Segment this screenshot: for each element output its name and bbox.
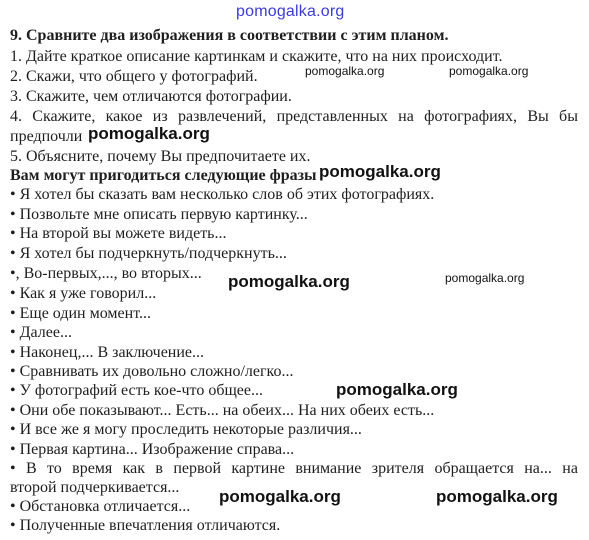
word: развлечений, [177,108,267,125]
phrase-item: • Далее... [10,324,72,341]
phrase-item-long-line-2: второй подчеркивается... [10,479,180,496]
watermark-small-3: pomogalka.org [445,271,525,285]
word: как [122,460,146,477]
watermark-header: pomogalka.org [236,3,345,20]
phrase-item: • И все же я могу проследить некоторые различия... [10,421,362,438]
phrase-item: • Я хотел бы подчеркнуть/подчеркнуть... [10,245,287,262]
word: • [10,460,16,477]
word: картине [231,460,285,477]
phrase-item: • Они обе показывают... Есть... на обеих... На них обеих есть... [10,402,435,419]
phrase-item: • Наконец,... В заключение... [10,344,205,361]
word: время [72,460,113,477]
phrases-heading: Вам могут пригодиться следующие фразы [10,167,317,184]
phrase-item: • На второй вы можете видеть... [10,225,227,242]
word: первой [173,460,221,477]
word: то [47,460,62,477]
watermark-big-5: pomogalka.org [219,487,341,506]
phrase-item: • Обстановка отличается... [10,498,191,515]
watermark-big-4: pomogalka.org [336,380,458,399]
task-item-4-line-2: предпочли [10,128,83,145]
phrase-item: • Еще один момент... [10,305,151,322]
word: какое [105,108,143,125]
word: внимание [295,460,362,477]
phrase-item: •, Во-первых,..., во вторых... [10,265,202,282]
word: из [152,108,168,125]
word: зрителя [371,460,425,477]
task-item-5: 5. Объясните, почему Вы предпочитаете их. [10,148,311,165]
word: на... [524,460,552,477]
phrase-item: • Как я уже говорил... [10,285,157,302]
word: обращается [434,460,514,477]
task-title: 9. Сравните два изображения в соответствии с этим планом. [10,27,449,44]
watermark-big-2: pomogalka.org [319,162,441,181]
word: фотографиях, [424,108,518,125]
watermark-small-1: pomogalka.org [305,64,385,78]
watermark-big-1: pomogalka.org [88,124,210,143]
watermark-big-3: pomogalka.org [228,272,350,291]
phrase-item: • Полученные впечатления отличаются. [10,517,281,534]
phrase-item: • Сравнивать их довольно сложно/легко... [10,363,294,380]
phrase-item-long-line-1 [10,459,578,478]
phrase-item: • Позвольте мне описать первую картинку... [10,206,308,223]
watermark-big-6: pomogalka.org [436,487,558,506]
phrase-item: • Первая картина... Изображение справа... [10,441,295,458]
watermark-small-2: pomogalka.org [449,64,529,78]
word: представленных [276,108,388,125]
word: бы [559,108,578,125]
word: 4. [10,108,22,125]
word: в [155,460,163,477]
word: на [562,460,578,477]
phrase-item: • Я хотел бы сказать вам несколько слов об этих фотографиях. [10,186,435,203]
word: на [398,108,414,125]
word: В [25,460,37,477]
task-item-2: 2. Скажи, что общего у фотографий. [10,68,258,85]
word: Скажите, [32,108,96,125]
task-item-1: 1. Дайте краткое описание картинкам и скажите, что на них происходит. [10,48,503,65]
task-item-3: 3. Скажите, чем отличаются фотографии. [10,88,292,105]
word: Вы [527,108,549,125]
phrase-item: • У фотографий есть кое-что общее... [10,382,263,399]
